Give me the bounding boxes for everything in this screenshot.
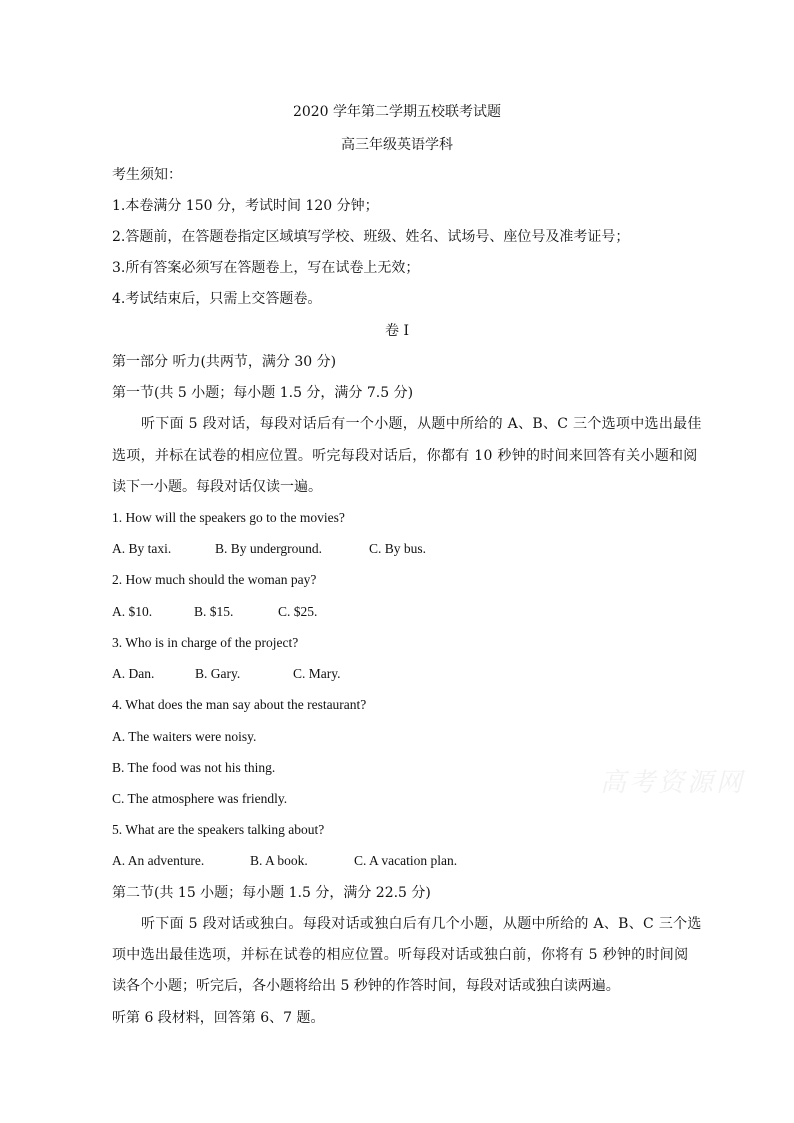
option-a: A. An adventure. bbox=[112, 853, 205, 868]
question-stem: 5. What are the speakers talking about? bbox=[112, 822, 325, 837]
option-b: B. By underground. bbox=[215, 541, 322, 556]
option-c: C. The atmosphere was friendly. bbox=[112, 791, 288, 806]
option-a: A. $10. bbox=[112, 604, 153, 619]
notice-heading: 考生须知： bbox=[112, 167, 182, 183]
section2-instruction: 项中选出最佳选项，并标在试卷的相应位置。听每段对话或独白前，你将有 5 秒钟的时间阅 bbox=[112, 947, 689, 963]
question-options bbox=[112, 665, 341, 683]
section1-instruction: 听下面 5 段对话，每段对话后有一个小题，从题中所给的 A、B、C 三个选项中选出最佳 bbox=[141, 416, 702, 432]
option-a: A. By taxi. bbox=[112, 541, 172, 556]
section1-instruction: 读下一小题。每段对话仅读一遍。 bbox=[112, 479, 322, 495]
volume-label: 卷 I bbox=[385, 323, 409, 339]
notice-item: 1.本卷满分 150 分，考试时间 120 分钟； bbox=[112, 198, 379, 214]
question-stem: 2. How much should the woman pay? bbox=[112, 572, 317, 587]
question-options bbox=[112, 540, 426, 558]
option-a: A. Dan. bbox=[112, 666, 155, 681]
option-c: C. $25. bbox=[278, 604, 318, 619]
section1-instruction: 选项，并标在试卷的相应位置。听完每段对话后，你都有 10 秒钟的时间来回答有关小题和阅 bbox=[112, 448, 698, 464]
option-c: C. A vacation plan. bbox=[354, 853, 458, 868]
watermark: 高考资源网 bbox=[600, 768, 746, 798]
option-c: C. By bus. bbox=[369, 541, 427, 556]
exam-title: 2020 学年第二学期五校联考试题 bbox=[292, 104, 502, 120]
notice-item: 4.考试结束后，只需上交答题卷。 bbox=[112, 291, 322, 307]
question-stem: 1. How will the speakers go to the movies? bbox=[112, 510, 345, 525]
option-b: B. A book. bbox=[250, 853, 308, 868]
option-a: A. The waiters were noisy. bbox=[112, 729, 257, 744]
part1-heading: 第一部分 听力(共两节，满分 30 分) bbox=[112, 354, 337, 370]
exam-subtitle: 高三年级英语学科 bbox=[341, 137, 453, 153]
section2-instruction: 听下面 5 段对话或独白。每段对话或独白后有几个小题，从题中所给的 A、B、C 三个选 bbox=[141, 916, 702, 932]
question-stem: 4. What does the man say about the restaurant? bbox=[112, 697, 367, 712]
question-stem: 3. Who is in charge of the project? bbox=[112, 635, 299, 650]
question-options bbox=[112, 603, 317, 621]
notice-item: 2.答题前，在答题卷指定区域填写学校、班级、姓名、试场号、座位号及准考证号； bbox=[112, 229, 630, 245]
question-options bbox=[112, 852, 457, 870]
material-note: 听第 6 段材料，回答第 6、7 题。 bbox=[112, 1010, 325, 1026]
option-b: B. $15. bbox=[194, 604, 234, 619]
option-c: C. Mary. bbox=[293, 666, 341, 681]
section1-heading: 第一节(共 5 小题；每小题 1.5 分，满分 7.5 分) bbox=[112, 385, 414, 401]
option-b: B. The food was not his thing. bbox=[112, 760, 276, 775]
option-b: B. Gary. bbox=[195, 666, 241, 681]
notice-item: 3.所有答案必须写在答题卷上，写在试卷上无效； bbox=[112, 260, 420, 276]
section2-heading: 第二节(共 15 小题；每小题 1.5 分，满分 22.5 分) bbox=[112, 885, 431, 901]
section2-instruction: 读各个小题；听完后，各小题将给出 5 秒钟的作答时间，每段对话或独白读两遍。 bbox=[112, 978, 620, 994]
